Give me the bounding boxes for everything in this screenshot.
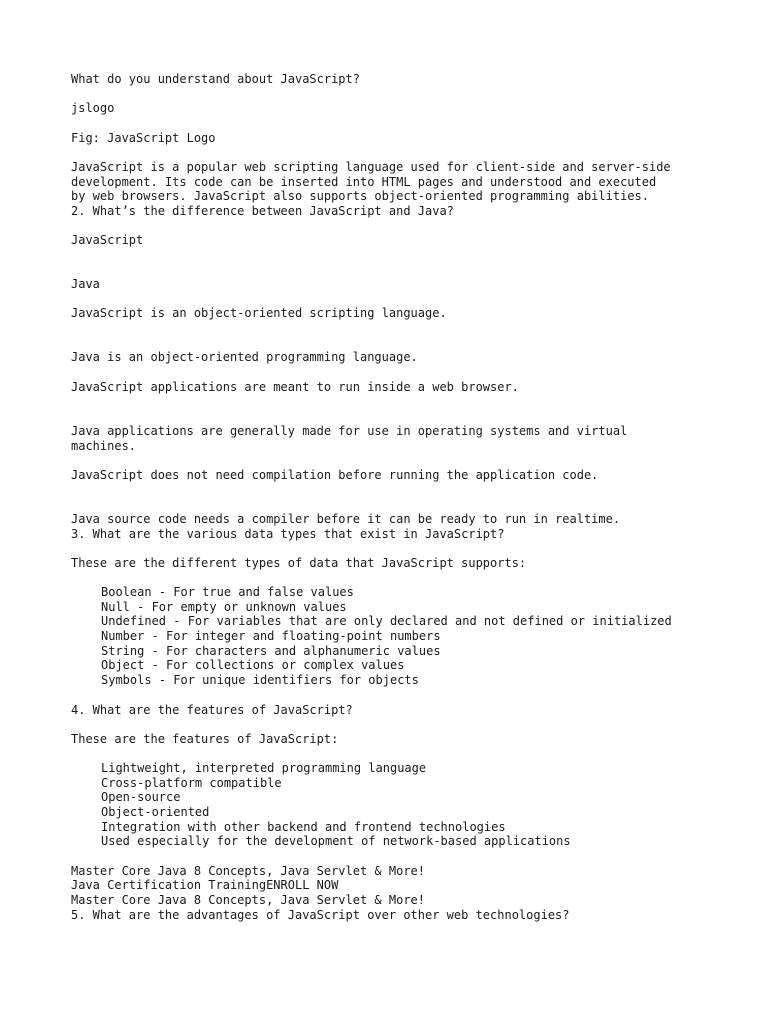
question-1-heading: What do you understand about JavaScript? [71,72,360,86]
list-item: Object - For collections or complex values [101,658,405,672]
promo-enroll-link[interactable]: Java Certification TrainingENROLL NOW [71,878,339,892]
question-4-heading: 4. What are the features of JavaScript? [71,703,353,717]
list-item: Boolean - For true and false values [101,585,354,599]
paragraph-line: by web browsers. JavaScript also supports object-oriented programming abilities. [71,189,649,203]
question-5-heading: 5. What are the advantages of JavaScript over other web technologies? [71,908,570,922]
promo-line: Master Core Java 8 Concepts, Java Servlet & More! [71,864,426,878]
list-item: Null - For empty or unknown values [101,600,347,614]
comparison-javascript-cell: JavaScript is an object-oriented scripting language. [71,306,447,320]
comparison-java-cell: Java is an object-oriented programming language. [71,350,418,364]
question-2-heading: 2. What’s the difference between JavaScript and Java? [71,204,454,218]
list-item: Used especially for the development of network-based applications [101,834,571,848]
question-4-intro: These are the features of JavaScript: [71,732,339,746]
comparison-javascript-cell: JavaScript applications are meant to run inside a web browser. [71,380,519,394]
comparison-java-cell: Java source code needs a compiler before it can be ready to run in realtime. [71,512,621,526]
list-item: Symbols - For unique identifiers for objects [101,673,419,687]
list-item: Object-oriented [101,805,210,819]
question-3-heading: 3. What are the various data types that exist in JavaScript? [71,527,505,541]
comparison-javascript-cell: JavaScript does not need compilation before running the application code. [71,468,599,482]
question-3-intro: These are the different types of data that JavaScript supports: [71,556,527,570]
list-item: Open-source [101,790,181,804]
list-item: Undefined - For variables that are only declared and not defined or initialized [101,614,672,628]
column-header-java: Java [71,277,100,291]
comparison-java-cell: machines. [71,439,137,453]
list-item: Cross-platform compatible [101,776,282,790]
list-item: Lightweight, interpreted programming language [101,761,427,775]
paragraph-line: JavaScript is a popular web scripting language used for client-side and server-side [71,160,671,174]
figure-caption: Fig: JavaScript Logo [71,131,216,145]
column-header-javascript: JavaScript [71,233,144,247]
comparison-java-cell: Java applications are generally made for use in operating systems and virtual [71,424,628,438]
list-item: Integration with other backend and frontend technologies [101,820,506,834]
list-item: Number - For integer and floating-point numbers [101,629,441,643]
promo-line: Master Core Java 8 Concepts, Java Servlet & More! [71,893,426,907]
list-item: String - For characters and alphanumeric values [101,644,441,658]
paragraph-line: development. Its code can be inserted into HTML pages and understood and executed [71,175,657,189]
js-logo-alt-text: jslogo [71,101,115,115]
